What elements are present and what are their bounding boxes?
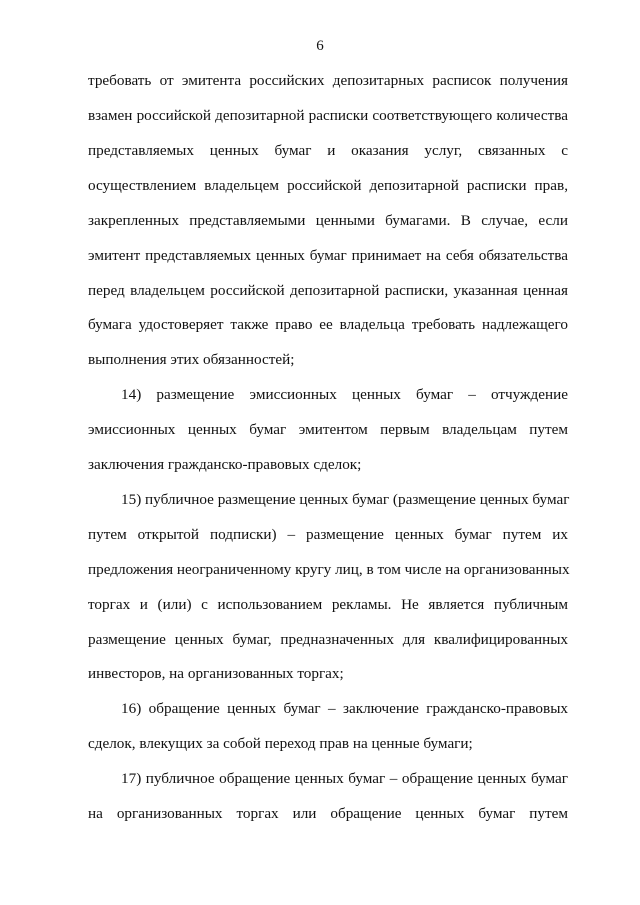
- text-line: взамен российской депозитарной расписки соответствующего количества: [88, 107, 568, 124]
- paragraph-14-first-line: 14) размещение эмиссионных ценных бумаг – отчуждение: [121, 386, 568, 403]
- text-line: закрепленных представляемыми ценными бумагами. В случае, если: [88, 212, 568, 229]
- text-line: эмитент представляемых ценных бумаг принимает на себя обязательства: [88, 247, 568, 264]
- text-line: на организованных торгах или обращение ценных бумаг путем: [88, 805, 568, 822]
- text-line: выполнения этих обязанностей;: [88, 351, 295, 368]
- text-line: требовать от эмитента российских депозитарных расписок получения: [88, 72, 568, 89]
- text-line: заключения гражданско-правовых сделок;: [88, 456, 362, 473]
- text-line: эмиссионных ценных бумаг эмитентом первым владельцам путем: [88, 421, 568, 438]
- text-line: перед владельцем российской депозитарной расписки, указанная ценная: [88, 282, 568, 299]
- text-line: осуществлением владельцем российской депозитарной расписки прав,: [88, 177, 568, 194]
- text-line: путем открытой подписки) – размещение ценных бумаг путем их: [88, 526, 568, 543]
- text-line: торгах и (или) с использованием рекламы. Не является публичным: [88, 596, 568, 613]
- text-line: сделок, влекущих за собой переход прав на ценные бумаги;: [88, 735, 473, 752]
- text-line: представляемых ценных бумаг и оказания услуг, связанных с: [88, 142, 568, 159]
- paragraph-16-first-line: 16) обращение ценных бумаг – заключение гражданско-правовых: [121, 700, 568, 717]
- text-line: бумага удостоверяет также право ее владельца требовать надлежащего: [88, 316, 568, 333]
- paragraph-15-first-line: 15) публичное размещение ценных бумаг (размещение ценных бумаг: [121, 491, 570, 508]
- text-line: предложения неограниченному кругу лиц, в том числе на организованных: [88, 561, 570, 578]
- text-line: размещение ценных бумаг, предназначенных для квалифицированных: [88, 631, 568, 648]
- page-number: 6: [316, 38, 324, 54]
- text-line: инвесторов, на организованных торгах;: [88, 665, 344, 682]
- paragraph-17-first-line: 17) публичное обращение ценных бумаг – обращение ценных бумаг: [121, 770, 568, 787]
